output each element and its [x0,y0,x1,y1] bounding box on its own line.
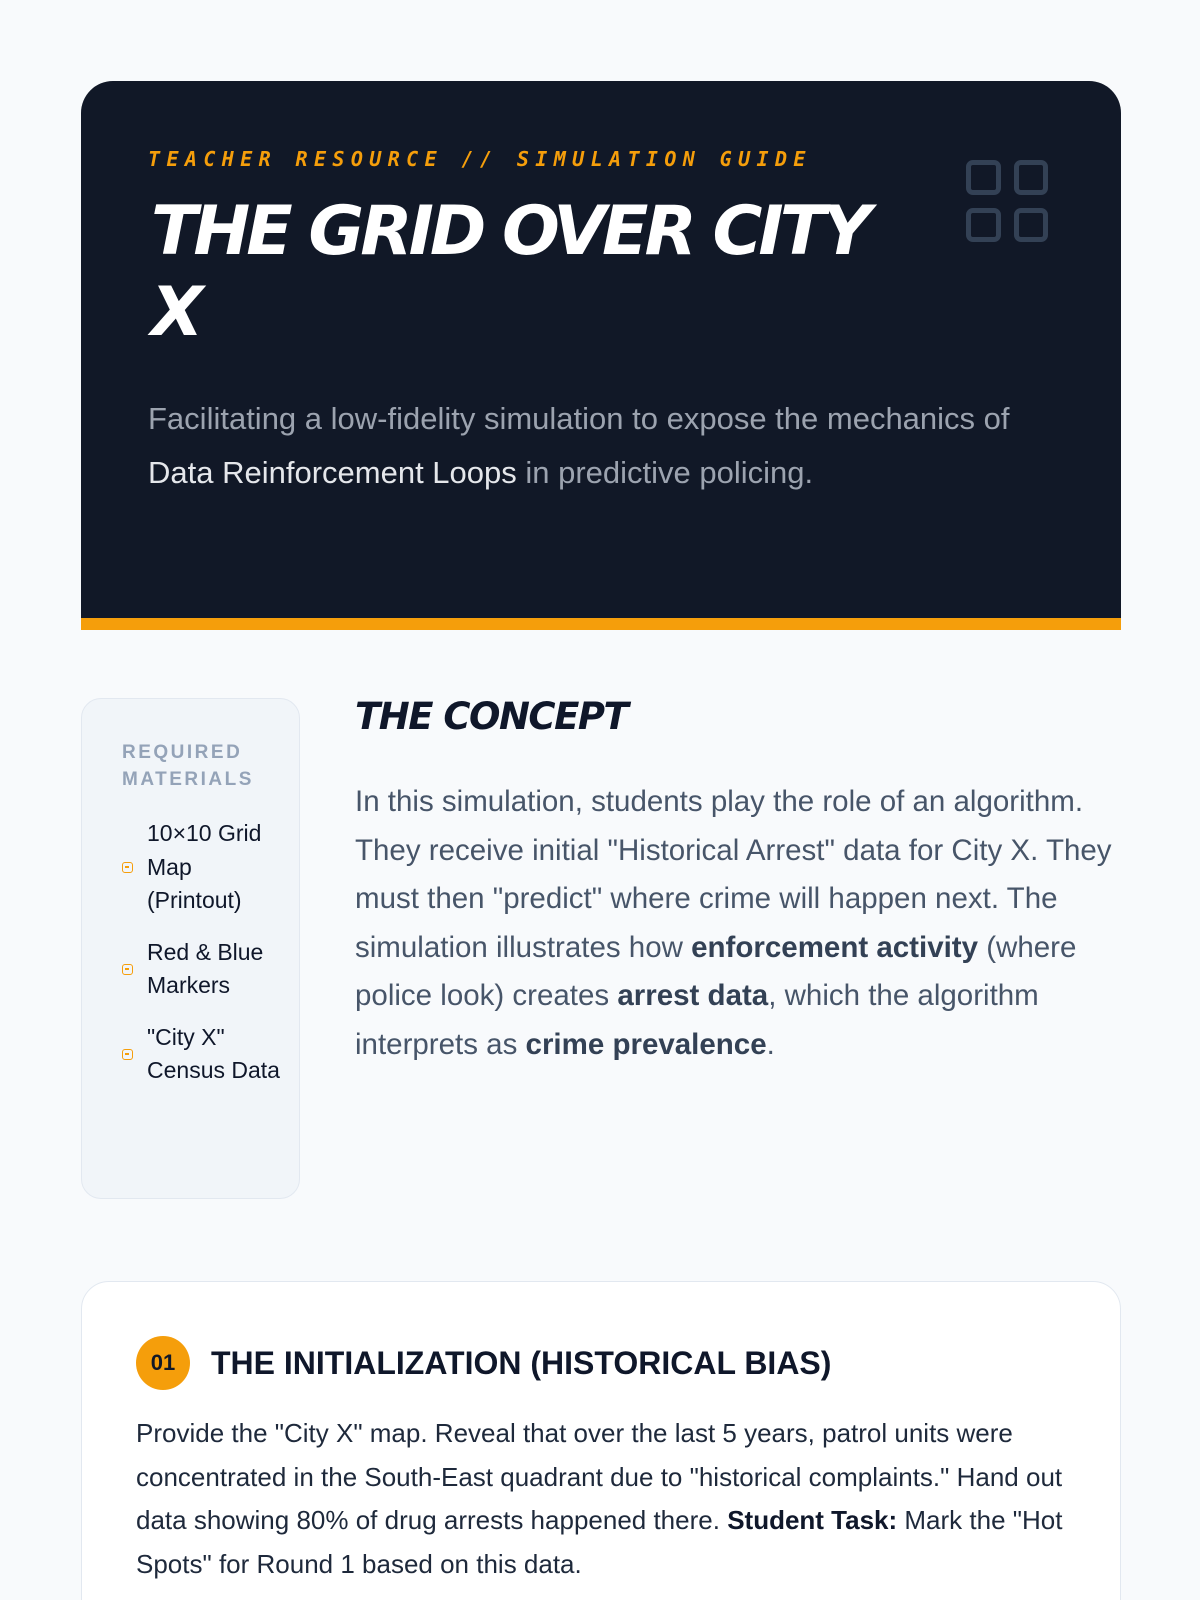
step-text: Provide the "City X" map. Reveal that over the last 5 years, patrol units were concentrated in the South-East quadrant due to "historical complaints." Hand out data showing 80% of drug arrests happened there. [136,1418,1063,1535]
step-body [136,1412,1086,1586]
bullet-icon [122,964,133,975]
hero-subtitle-text-end: in predictive policing. [516,455,814,490]
step-title: THE INITIALIZATION (HISTORICAL BIAS) [211,1345,832,1381]
step-number-badge: 01 [136,1336,190,1390]
material-label: "City X" Census Data [147,1023,280,1083]
material-label: 10×10 Grid Map (Printout) [147,820,262,913]
bullet-icon [122,1049,133,1060]
concept-text: (where police look) creates [355,930,1077,1012]
step-card [81,1281,1121,1600]
hero-subtitle-emphasis: Data Reinforcement Loops [148,455,517,490]
grid-icon-cell [966,208,1001,243]
list-item [122,1021,292,1088]
material-label: Red & Blue Markers [147,938,264,998]
concept-body [355,778,1120,1069]
grid-icon-cell [966,160,1001,195]
page-title: THE GRID OVER CITY X [151,192,868,352]
materials-title: REQUIRED MATERIALS [122,742,254,790]
grid-icon-cell [1014,208,1049,243]
materials-list [122,817,292,1106]
hero-accent-bar [81,618,1121,630]
concept-emphasis: enforcement activity [691,930,979,964]
materials-card [81,698,300,1199]
concept-emphasis: arrest data [617,979,769,1012]
list-item [122,817,292,918]
hero-subtitle [148,392,1028,500]
concept-text: , which the algorithm interprets as [355,979,1039,1061]
hero-eyebrow: TEACHER RESOURCE // SIMULATION GUIDE [148,147,812,171]
concept-text: In this simulation, students play the role of an algorithm. They receive initial "Historical Arrest" data for City X. They must then "predict" where crime will happen next. The simulation illustrates how [355,785,1112,964]
bullet-icon [122,862,133,873]
grid-icon-cell [1014,160,1049,195]
concept-text: . [766,1027,775,1061]
student-task-label: Student Task: [727,1505,898,1535]
concept-title: THE CONCEPT [355,695,628,738]
grid-icon [966,160,1048,242]
hero-header [81,81,1121,630]
hero-subtitle-text: Facilitating a low-fidelity simulation to expose the mechanics of [148,401,1010,436]
list-item [122,936,292,1003]
concept-emphasis: crime prevalence [525,1027,767,1061]
student-task-text: Mark the "Hot Spots" for Round 1 based on this data. [136,1505,1063,1579]
